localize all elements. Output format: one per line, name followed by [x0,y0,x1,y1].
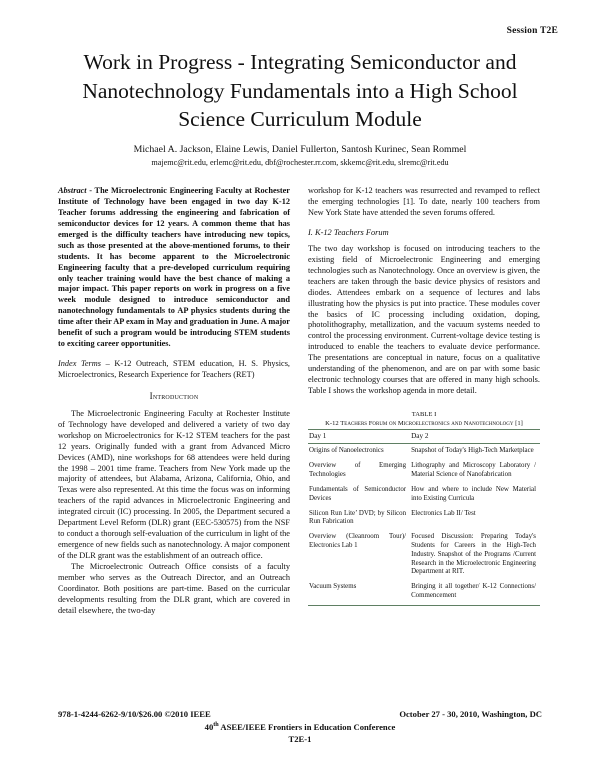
table-cell-day2: Bringing it all together/ K-12 Connections/ Commencement [410,580,540,605]
intro-paragraph-2: The Microelectronic Outreach Office consists of a faculty member who serves as the Outreach Director, and an Outreach Coordinator. Both positions are part-time. Based on the curricular developments resulting from the DLR grant, which are covered in detail elsewhere, the two-day [58,561,290,615]
table-cell-day2: How and where to include New Material into Existing Curricula [411,485,536,502]
abstract-label: Abstract [58,186,87,195]
abstract-dash: - [86,186,95,195]
footer-isbn: 978-1-4244-6262-9/10/$26.00 ©2010 IEEE [58,709,211,719]
table-cell-day1: Overview (Cleanroom Tour)/ Electronics Lab 1 [309,533,407,549]
footer-conference-name: ASEE/IEEE Frontiers in Education Conference [218,721,396,732]
section-heading-introduction: Introduction [149,390,199,401]
author-list: Michael A. Jackson, Elaine Lewis, Daniel Fullerton, Santosh Kurinec, Sean Rommel [133,144,467,155]
forum-paragraph-1: The two day workshop is focused on introducing teachers to the existing field of Microelectronic Engineering and emerging technologies such as Nanotechnology. Once an overview is given, the teachers are taken through the basic device physics of resistors and diodes. Attendees embark on a sequence of lectures and labs illustrating how the physics is put into practice. These modules cover the basics of IC processing including oxidation, doping, photolithography, metallization, and the vacuum systems needed to control the processing environment. Current-voltage device testing is introduced to enable the teachers to evaluate device performance. The presentations are conceptual in nature, focus on a qualitative understanding of the phenomenon, and are on par with some basic electronic technology courses that are offered in many high schools. Table I shows the workshop agenda in more detail. [308,243,540,396]
continued-paragraph: workshop for K-12 teachers was resurrected and revamped to reflect the emerging technologies [1]. To date, nearly 100 teachers from New York State have attended the seven forums offered. [308,186,540,217]
index-terms-label: Index Terms [58,359,101,369]
subsection-heading-k12-forum: I. K-12 Teachers Forum [308,227,389,237]
author-emails: majemc@rit.edu, erlemc@rit.edu, dbf@rochester.rr.com, skkemc@rit.edu, slremc@rit.edu [151,158,449,167]
table-header-day1: Day 1 [308,430,410,444]
footer-conference-ordinal: th [213,721,219,728]
table-row [308,580,540,605]
table-row [308,530,540,580]
agenda-table-body [308,444,540,606]
agenda-table [308,429,540,606]
page-footer [58,709,542,744]
table-cell-day2: Lithography and Microscopy Laboratory / Material Science of Nanofabrication [411,462,536,479]
table-container [308,411,540,606]
table-number: TABLE I [411,411,437,419]
table-cell-day1: Fundamentals of Semiconductor Devices [309,485,407,502]
table-row [308,483,540,507]
table-cell-day2: Snapshot of Today's High-Tech Marketplace [411,447,534,455]
footer-conference-number: 40 [204,721,214,732]
abstract-text: The Microelectronic Engineering Faculty at Rochester Institute of Technology have been engaged in two day K-12 Teacher forums addressing the engineering and fabrication of semiconductor devices for 12 years. A common theme that has emerged is the difficulty teachers have introducing new topics, such as those presented at the above-mentioned forums, to their students. It has become apparent to the Microelectronic Engineering faculty that a pre-developed curriculum requiring only teacher training would have the best chance of making a major impact. This paper reports on work in progress on a five week module designed to introduce semiconductor and nanotechnology fundamentals to AP physics students during the time after their AP exam in May and graduation in June. A major benefit of such a program would be introducing STEM students to exciting career opportunities. [58,186,290,349]
footer-conference [58,721,542,732]
index-terms-dash: – [101,359,115,369]
column-right [308,186,540,606]
table-cell-day1: Overview of Emerging Technologies [309,462,407,479]
page-title: Work in Progress - Integrating Semiconductor and Nanotechnology Fundamentals into a High School Science Curriculum Module [82,50,518,132]
table-title: K-12 Teachers Forum on Microelectronics and Nanotechnology [1] [325,419,523,427]
table-cell-day2: Electronics Lab II/ Test [411,509,476,517]
footer-top-row [58,709,542,719]
footer-page-number: T2E-1 [288,733,312,744]
table-header-row [308,430,540,444]
table-cell-day1: Vacuum Systems [308,580,410,605]
table-cell-day1: Origins of Nanoelectronics [309,447,384,455]
table-row [308,459,540,483]
table-row [308,444,540,459]
session-label: Session T2E [506,26,558,36]
table-row [308,507,540,531]
intro-paragraph-1: The Microelectronic Engineering Faculty at Rochester Institute of Technology have developed and delivered a variety of two day workshop on Microelectronics for K-12 STEM teachers for the past 12 years. Originally funded with a grant from Advanced Micro Devices (AMD), nine workshops for 68 attendees were held during the 1998 – 2001 time frame. Teachers from New York made up the majority of attendees, but Alabama, Arizona, California, Ohio, and Texas were also represented. At this time the focus was on informing teachers of the rapid advances in Microelectronic Engineering and integrated circuit (IC) processing. In 2005, the Department secured a Department Level Reform (DLR) grant (EEC-530575) from the NSF to conduct a thorough self-evaluation of the curriculum in light of the emergence of new fields such as nanotechnology. A major component of the DLR grant was the establishment of an outreach office. [58,408,290,560]
table-cell-day1: Silicon Run Lite’ DVD; by Silicon Run Fabrication [309,509,407,526]
table-caption [308,411,540,428]
footer-date-location: October 27 - 30, 2010, Washington, DC [399,709,542,719]
index-terms-text: K-12 Outreach, STEM education, H. S. Physics, Microelectronics, Research Experience for Teachers (RET) [58,359,291,379]
table-cell-day2: Focused Discussion: Preparing Today's Students for Careers in the High-Tech Industry. Snapshot of the Programs /Current Research in the Microelectronic Engineering Department at RIT. [411,533,536,576]
column-left [58,186,290,617]
abstract-paragraph [58,186,290,350]
table-header-day2: Day 2 [410,430,540,444]
index-terms-paragraph [58,359,290,381]
